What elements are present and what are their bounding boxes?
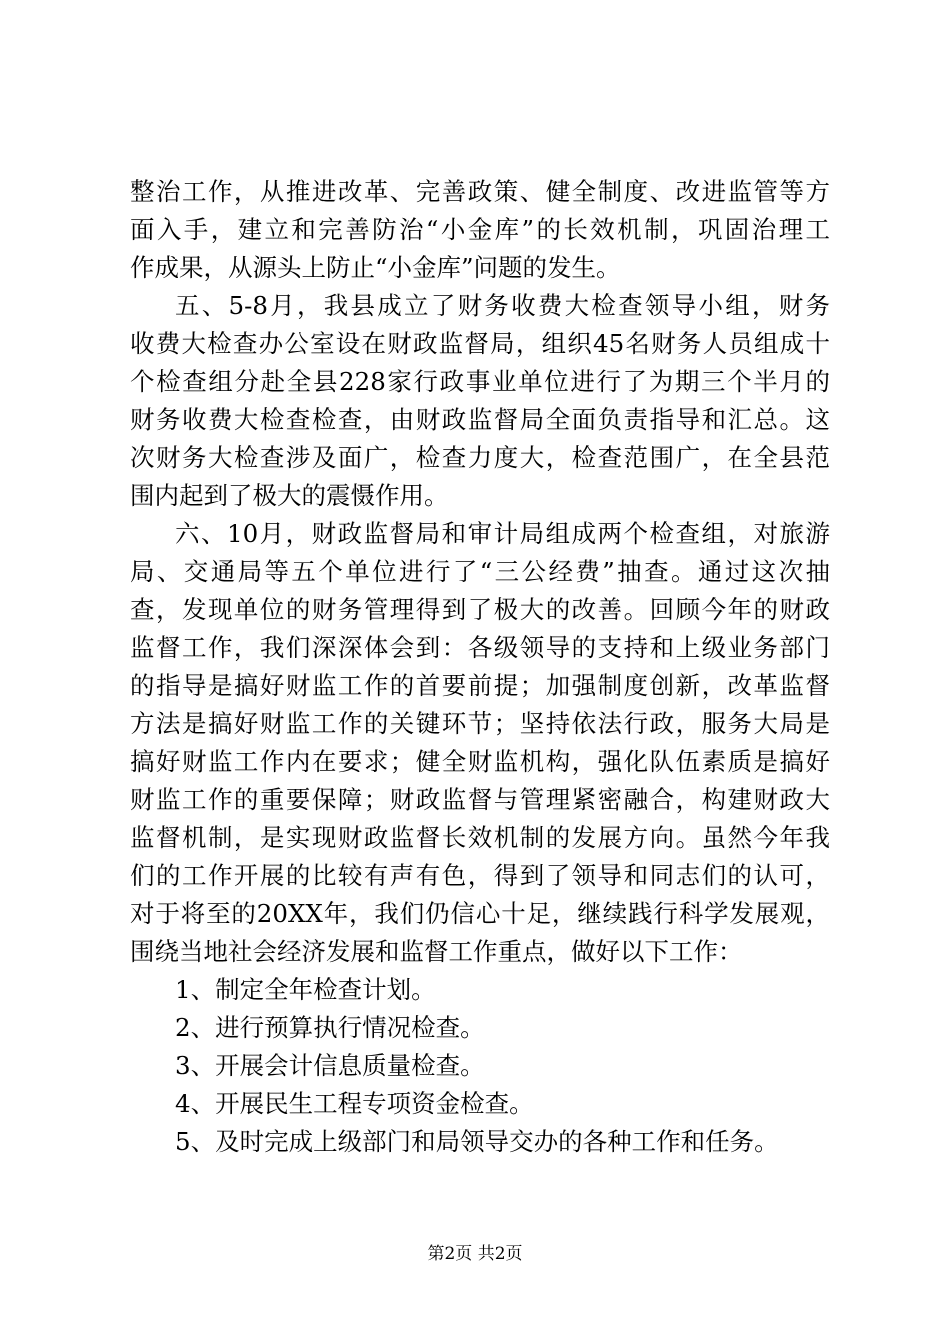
text-line: 方法是搞好财监工作的关键环节；坚持依法行政，服务大局是 <box>130 709 830 738</box>
document-body <box>130 173 830 1161</box>
text-line: 六、10月，财政监督局和审计局组成两个检查组，对旅游 <box>175 519 830 548</box>
text-line: 财监工作的重要保障；财政监督与管理紧密融合，构建财政大 <box>130 785 830 814</box>
text-line: 4、开展民生工程专项资金检查。 <box>175 1089 534 1118</box>
text-line: 对于将至的20XX年，我们仍信心十足，继续践行科学发展观， <box>130 899 830 928</box>
page-footer: 第2页 共2页 <box>427 1244 523 1264</box>
text-line: 五、5-8月，我县成立了财务收费大检查领导小组，财务 <box>175 291 830 320</box>
text-line: 搞好财监工作内在要求；健全财监机构，强化队伍素质是搞好 <box>130 747 830 776</box>
text-line: 局、交通局等五个单位进行了“三公经费”抽查。通过这次抽 <box>130 557 830 586</box>
text-line: 面入手，建立和完善防治“小金库”的长效机制，巩固治理工 <box>130 215 830 244</box>
text-line: 查，发现单位的财务管理得到了极大的改善。回顾今年的财政 <box>130 595 830 624</box>
text-line: 们的工作开展的比较有声有色，得到了领导和同志们的认可， <box>130 861 830 890</box>
text-line: 5、及时完成上级部门和局领导交办的各种工作和任务。 <box>175 1127 779 1156</box>
text-line: 3、开展会计信息质量检查。 <box>175 1051 485 1080</box>
text-line: 1、制定全年检查计划。 <box>175 975 436 1004</box>
text-line: 围内起到了极大的震慑作用。 <box>130 481 449 510</box>
text-line: 收费大检查办公室设在财政监督局，组织45名财务人员组成十 <box>130 329 830 358</box>
text-line: 2、进行预算执行情况检查。 <box>175 1013 485 1042</box>
text-line: 的指导是搞好财监工作的首要前提；加强制度创新，改革监督 <box>130 671 830 700</box>
text-line: 作成果，从源头上防止“小金库”问题的发生。 <box>130 253 621 282</box>
text-line: 围绕当地社会经济发展和监督工作重点，做好以下工作： <box>130 937 743 966</box>
text-line: 监督工作，我们深深体会到：各级领导的支持和上级业务部门 <box>130 633 830 662</box>
text-line: 个检查组分赴全县228家行政事业单位进行了为期三个半月的 <box>130 367 830 396</box>
text-line: 次财务大检查涉及面广，检查力度大，检查范围广，在全县范 <box>130 443 830 472</box>
text-line: 监督机制，是实现财政监督长效机制的发展方向。虽然今年我 <box>130 823 830 852</box>
text-line: 财务收费大检查检查，由财政监督局全面负责指导和汇总。这 <box>130 405 830 434</box>
text-line: 整治工作，从推进改革、完善政策、健全制度、改进监管等方 <box>130 177 830 206</box>
